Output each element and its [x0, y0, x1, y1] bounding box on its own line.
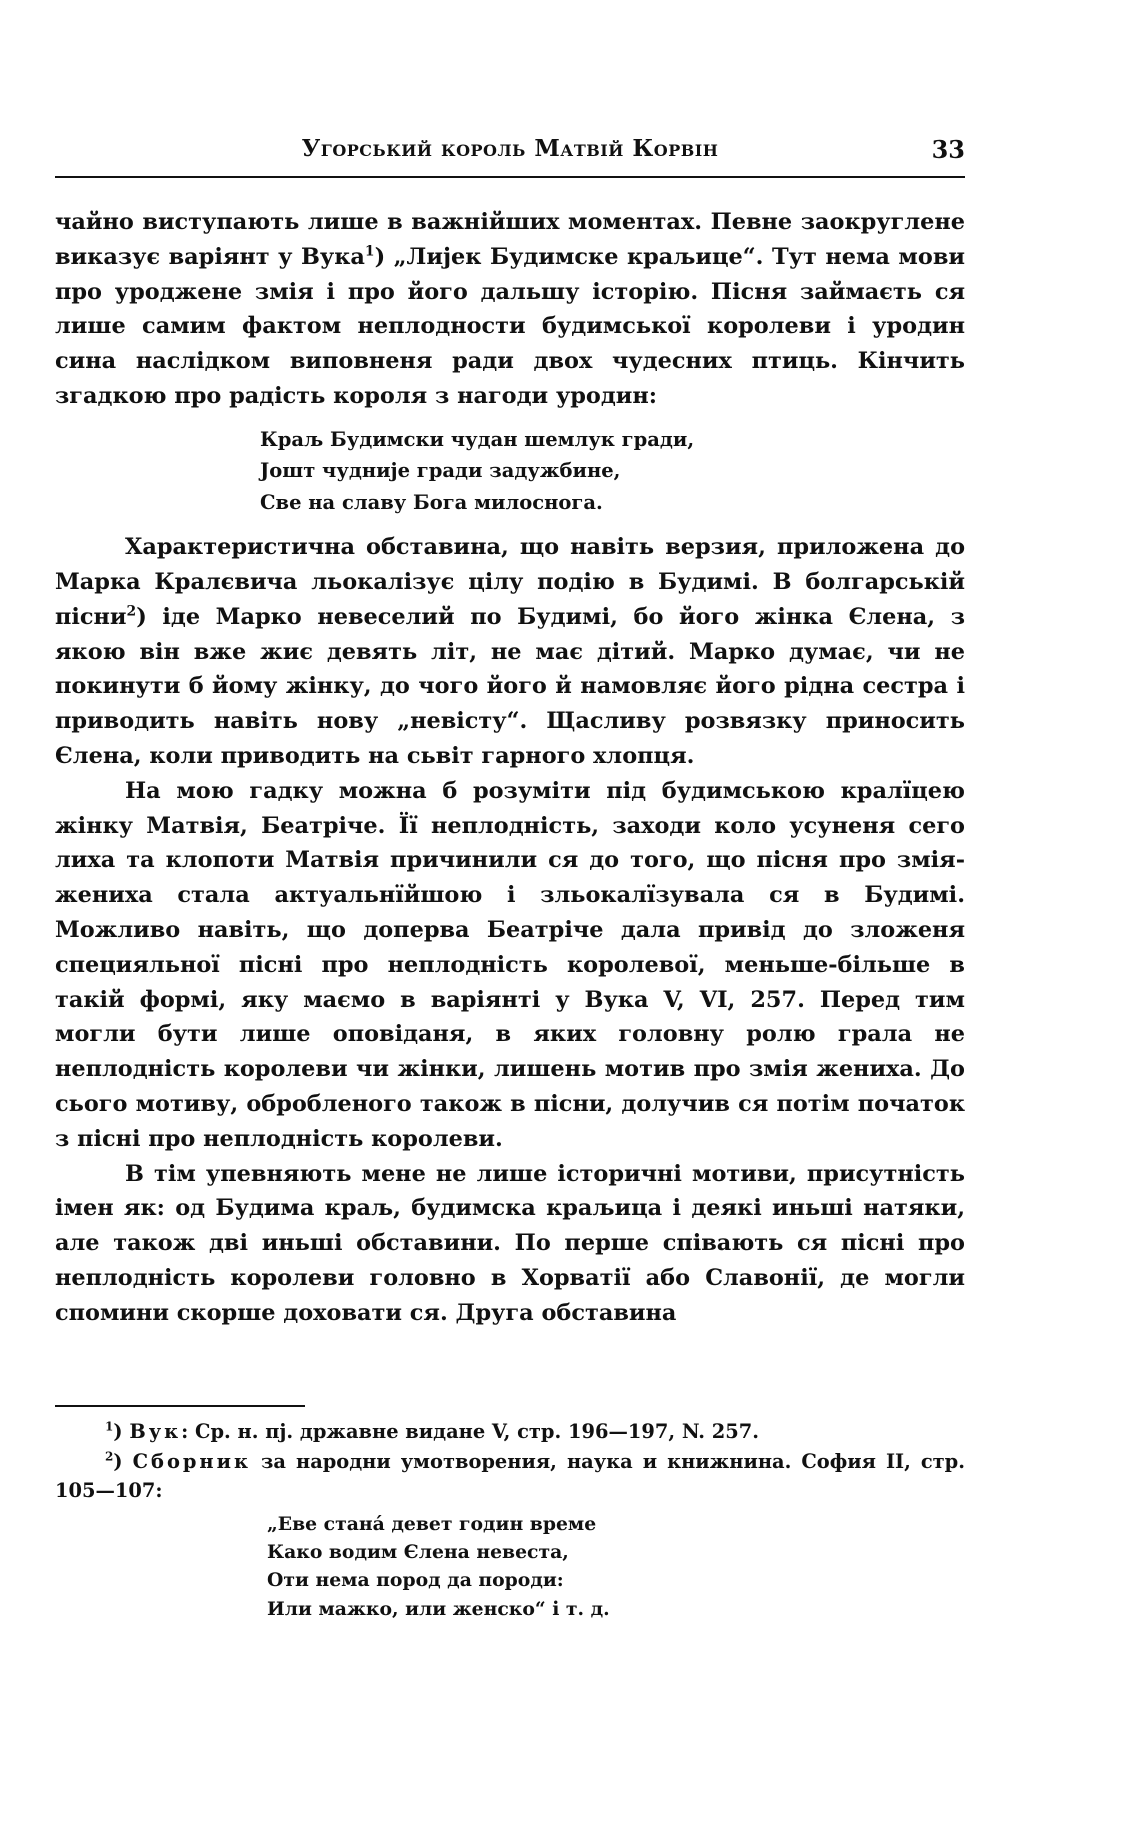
page-number: 33 [931, 135, 965, 164]
footnotes [55, 1417, 965, 1623]
paragraph-2-continuation: ) іде Марко невеселий по Будимі, бо його жінка Єлена, з якою він вже жиє девять літ, не має дітий. Марко думає, чи не покинути б йому жінку, до чого його й намовляє його рідна сестра і приводить навіть нову „невісту“. Щасливу розвязку приносить Єлена, коли приводить на сьвіт гарного хлопця. [55, 603, 965, 770]
paragraph-4: В тім упевняють мене не лише історичні мотиви, присутність імен як: од Будима краљ, будимска краљица і деякі иньші натяки, але також дві иньші обставини. По перше співають ся пісні про неплодність королеви головно в Хорватії або Славонії, де могли спомини скорше доховати ся. Друга обставина [55, 1160, 965, 1326]
footnote-rule [55, 1405, 305, 1407]
footnote-2-title: Сборник [132, 1449, 252, 1473]
footnote-2-mark: 2 [105, 1449, 114, 1464]
paragraph-2-text: Характеристична обставина, що навіть верзия, приложена до Марка Кралєвича льокалізує цілу подію в Будимі. В болгарській пісни [55, 534, 965, 630]
paragraph-1-continuation: ) „Лијек Будимске краљице“. Тут нема мови про уроджене змія і про його дальшу історію. Пісня займаєть ся лише самим фактом неплодности будимської королеви і уродин сина наслідком виповненя ради двох чудесних птиць. Кінчить згадкою про радість короля з нагоди уродин: [55, 243, 965, 409]
verse-line: Краљ Будимски чудан шемлук гради, [260, 427, 695, 451]
header-rule [55, 176, 965, 178]
footnote-verse-line: Оти нема пород да породи: [267, 1569, 564, 1592]
paragraph-2 [55, 530, 965, 774]
verse-line: Јошт чудније гради задужбине, [260, 459, 621, 483]
footnote-1-mark: 1 [105, 1419, 114, 1434]
paragraph-3: На мою гадку можна б розуміти під будимською кралїцею жінку Матвія, Беатріче. Її неплодність, заходи коло усуненя сего лиха та клопоти Матвія причинили ся до того, що пісня про змія-жениха стала актуальнїйшою і зльокалїзувала ся в Будимі. Можливо навіть, що доперва Беатріче дала привід до зложеня специяльної пісні про неплодність королевої, меньше-більше в такій формі, яку маємо в варіянті у Вука V, VI, 257. Перед тим могли бути лише оповіданя, в яких головну ролю грала не неплодність королеви чи жінки, лишень мотив про змія жениха. До сього мотиву, обробленого також в пісни, долучив ся потім початок з пісні про неплодність королеви. [55, 777, 965, 1152]
footnote-1-author: Вук [129, 1420, 182, 1443]
footnote-ref-2: 2 [126, 603, 137, 620]
paragraph-1-text: чайно виступають лише в важнійших моментах. Певне заокруглене виказує варіянт у Вука [55, 209, 965, 270]
footnote-2-text: за народни умотворения, наука и книжнина. София II, стр. 105—107: [55, 1449, 965, 1502]
footnote-1-text: : Ср. н. пј. државне видане V, стр. 196—197, N. 257. [181, 1420, 760, 1443]
running-title: Угорський король Матвій Корвін [301, 135, 719, 162]
verse-line: Све на славу Бога милоснога. [260, 490, 603, 514]
footnote-ref-1: 1 [364, 243, 375, 260]
footnote-verse-line: „Еве стана́ девет годин време [267, 1512, 597, 1535]
page-header [55, 135, 965, 175]
verse-quote [260, 424, 965, 519]
main-text [55, 205, 965, 1331]
paragraph-1 [55, 205, 965, 414]
footnote-verse-line: Или мажко, или женско“ і т. д. [267, 1597, 610, 1620]
footnote-verse-line: Како водим Єлена невеста, [267, 1540, 569, 1563]
footnote-2-verse [267, 1510, 965, 1624]
footnote-1: $^1$) Вук: Ср. н. пј. државне видане V, стр. 196—197, N. 257. [105, 1419, 760, 1443]
footnote-2: $^2$) Сборник за народни умотворения, наука и книжнина. София II, стр. 105—107: [55, 1449, 965, 1502]
